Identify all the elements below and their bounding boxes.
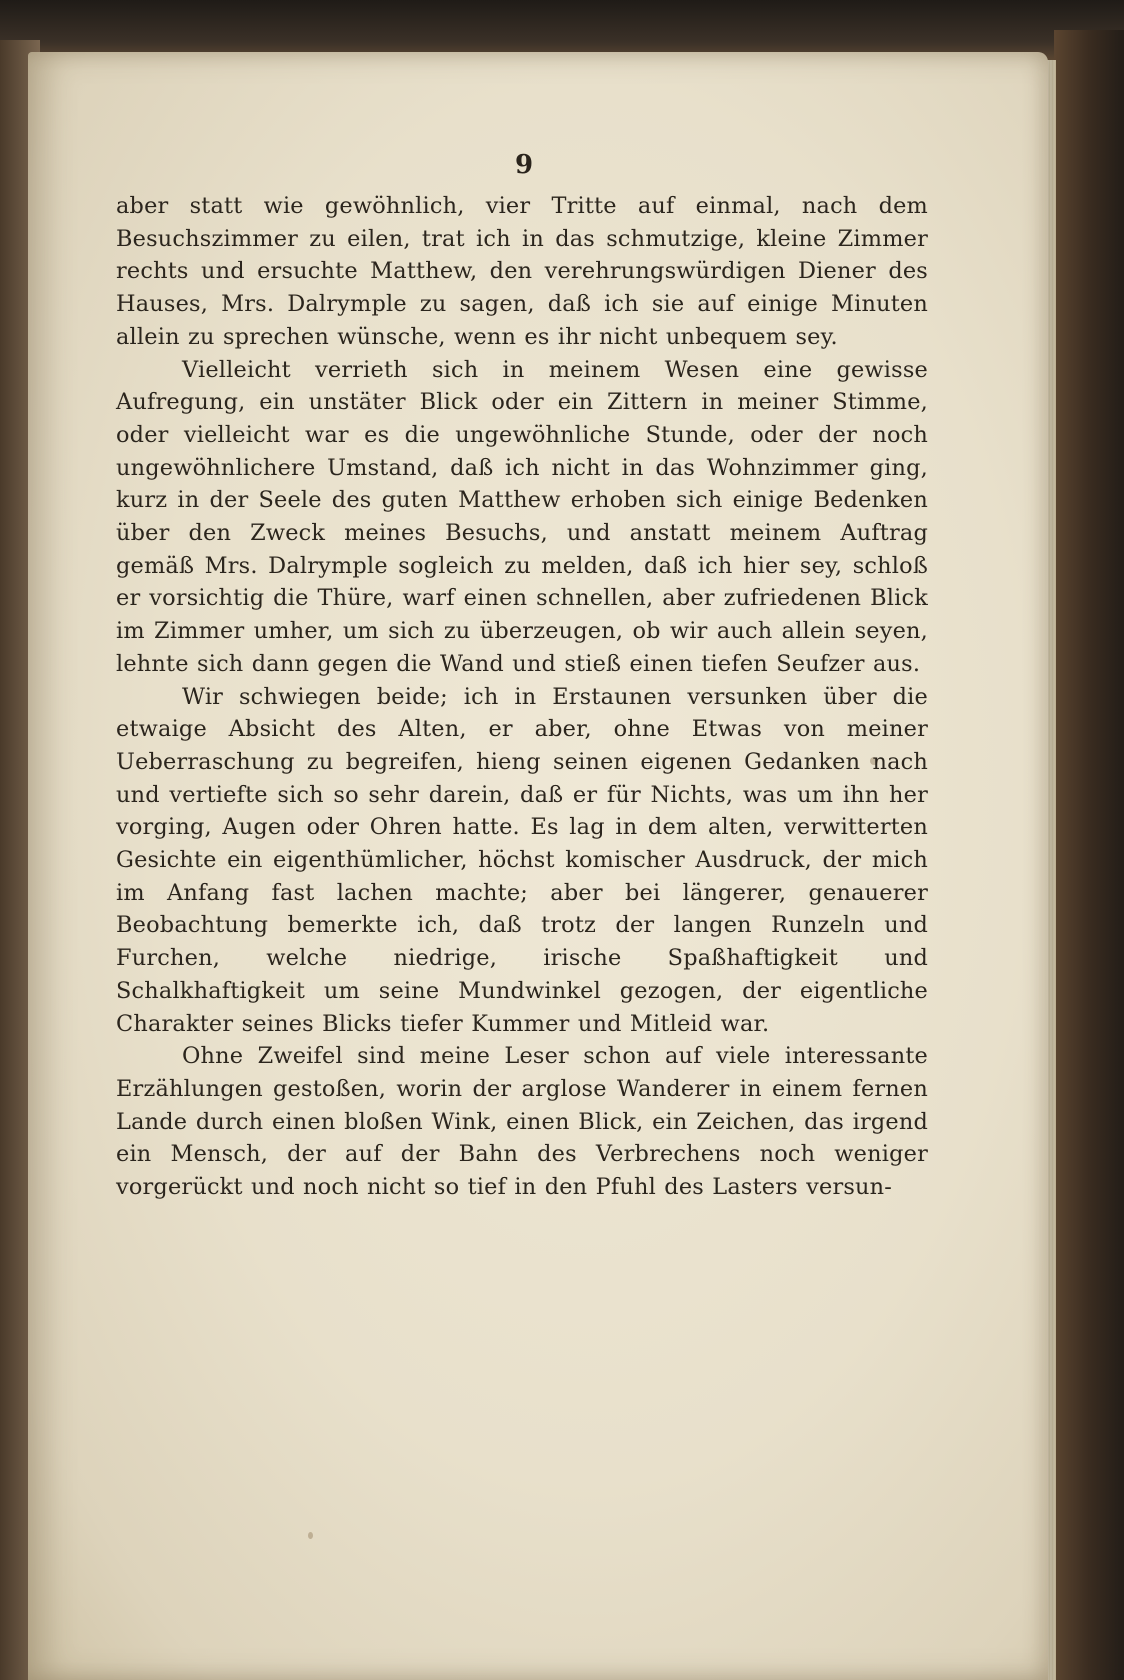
paragraph: aber statt wie gewöhnlich, vier Tritte auf einmal, nach dem Besuchszimmer zu eilen, trat ich in das schmutzige, kleine Zimmer rechts und ersuchte Matthew, den verehrungswürdigen Diener des Hauses, Mrs. Dalrymple zu sagen, daß ich sie auf einige Minuten allein zu sprechen wünsche, wenn es ihr nicht unbequem sey. (116, 193, 928, 350)
body-text (116, 190, 928, 1204)
paragraph: Wir schwiegen beide; ich in Erstaunen versunken über die etwaige Absicht des Alten, er aber, ohne Etwas von meiner Ueberraschung zu begreifen, hieng seinen eigenen Gedanken nach und vertiefte sich so sehr darein, daß er für Nichts, was um ihn her vorging, Augen oder Ohren hatte. Es lag in dem alten, verwitterten Gesichte ein eigenthümlicher, höchst komischer Ausdruck, der mich im Anfang fast lachen machte; aber bei längerer, genauerer Beobachtung bemerkte ich, daß trotz der langen Runzeln und Furchen, welche niedrige, irische Spaßhaftigkeit und Schalkhaftigkeit um seine Mundwinkel gezogen, der eigentliche Charakter seines Blicks tiefer Kummer und Mitleid war. (116, 683, 928, 1037)
page-number: 9 (514, 150, 534, 180)
book-cover-top (0, 0, 1124, 60)
paragraph: Vielleicht verrieth sich in meinem Wesen eine gewisse Aufregung, ein unstäter Blick oder ein Zittern in meiner Stimme, oder vielleicht war es die ungewöhnliche Stunde, oder der noch ungewöhnlichere Umstand, daß ich nicht in das Wohnzimmer ging, kurz in der Seele des guten Matthew erhoben sich einige Bedenken über den Zweck meines Besuchs, und anstatt meinem Auftrag gemäß Mrs. Dalrymple sogleich zu melden, daß ich hier sey, schloß er vorsichtig die Thüre, warf einen schnellen, aber zufriedenen Blick im Zimmer umher, um sich zu überzeugen, ob wir auch allein seyen, lehnte sich dann gegen die Wand und stieß einen tiefen Seufzer aus. (116, 356, 928, 677)
book-cover-right (1054, 30, 1124, 1680)
paragraph: Ohne Zweifel sind meine Leser schon auf viele interessante Erzählungen gestoßen, worin der arglose Wanderer in einem fernen Lande durch einen bloßen Wink, einen Blick, ein Zeichen, das irgend ein Mensch, der auf der Bahn des Verbrechens noch weniger vorgerückt und noch nicht so tief in den Pfuhl des Lasters versun- (116, 1043, 928, 1201)
paper-stain (308, 1532, 313, 1539)
